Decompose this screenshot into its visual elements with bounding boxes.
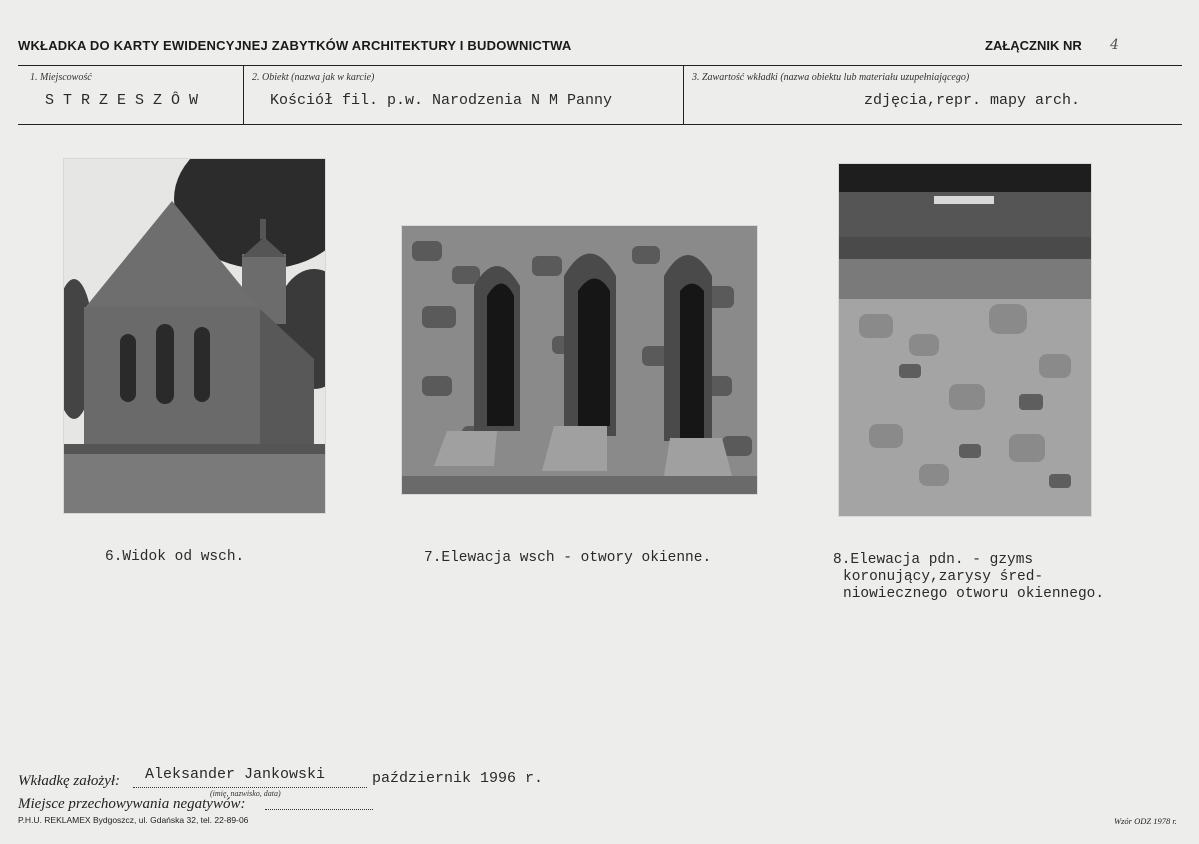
photo-church-east-view <box>63 158 326 514</box>
founded-hint: (imię, nazwisko, data) <box>210 789 281 798</box>
attachment-label: ZAŁĄCZNIK NR <box>985 38 1082 53</box>
caption-line: 8.Elewacja pdn. - gzyms <box>833 552 1034 568</box>
contents-label: 3. Zawartość wkładki (nazwa obiektu lub materiału uzupełniającego) <box>692 72 970 83</box>
header-bottom-rule <box>18 124 1182 125</box>
founded-date: październik 1996 r. <box>372 770 544 787</box>
place-label: 1. Miejscowość <box>30 72 92 83</box>
caption-line: koronujący,zarysy śred- <box>843 569 1044 585</box>
founded-by: Aleksander Jankowski <box>145 766 326 783</box>
photo-caption-7: 7.Elewacja wsch - otwory okienne. <box>424 550 712 566</box>
negatives-dotted-line <box>265 809 373 810</box>
photo-caption-8 <box>833 552 1105 603</box>
object-value: Kościół fil. p.w. Narodzenia N M Panny <box>270 92 613 109</box>
negatives-label: Miejsce przechowywania negatywów: <box>18 796 246 812</box>
attachment-number: 4 <box>1110 37 1119 53</box>
contents-value: zdjęcia,repr. mapy arch. <box>864 92 1081 109</box>
object-label: 2. Obiekt (nazwa jak w karcie) <box>252 72 375 83</box>
founded-label: Wkładkę założył: <box>18 773 121 789</box>
caption-line: niowiecznego otworu okiennego. <box>843 586 1105 602</box>
printer-imprint: P.H.U. REKLAMEX Bydgoszcz, ul. Gdańska 32, tel. 22-89-06 <box>18 815 249 825</box>
photo-south-elevation-cornice <box>838 163 1092 517</box>
photo-caption-6: 6.Widok od wsch. <box>105 549 245 565</box>
place-value: S T R Z E S Z Ȏ W <box>45 92 199 109</box>
founded-dotted-line <box>133 787 367 788</box>
form-code: Wzór ODZ 1978 r. <box>1114 816 1177 826</box>
field-divider <box>683 66 684 124</box>
form-title: WKŁADKA DO KARTY EWIDENCYJNEJ ZABYTKÓW ARCHITEKTURY I BUDOWNICTWA <box>18 38 572 53</box>
photo-east-elevation-windows <box>401 225 758 495</box>
header-top-rule <box>18 65 1182 66</box>
field-divider <box>243 66 244 124</box>
